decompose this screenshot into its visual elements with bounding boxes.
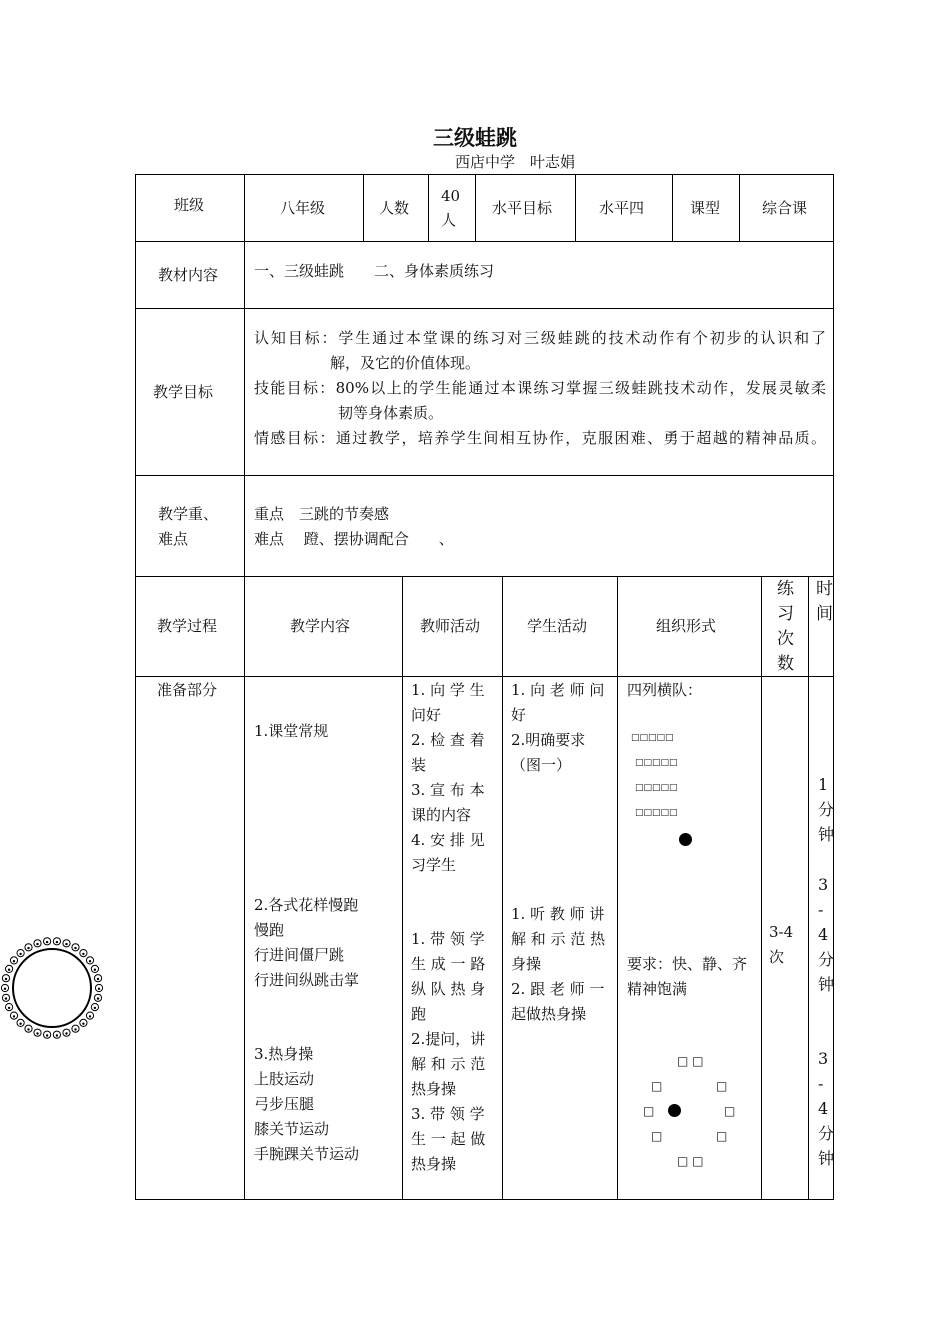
student-mark-dot-icon bbox=[97, 978, 99, 980]
list-item: 解 和 示 范 热 bbox=[511, 930, 606, 948]
header-student: 学生活动 bbox=[527, 617, 588, 635]
class-value: 八年级 bbox=[280, 199, 326, 217]
list-item: 解 和 示 范 bbox=[411, 1055, 486, 1073]
list-item: 装 bbox=[411, 756, 427, 774]
header-process: 教学过程 bbox=[157, 617, 218, 635]
list-item: 3. 带 领 学 bbox=[411, 1105, 485, 1123]
list-item: 1. 听 教 师 讲 bbox=[511, 905, 605, 923]
student-mark-dot-icon bbox=[27, 947, 29, 949]
student-mark-dot-icon bbox=[46, 1034, 48, 1036]
list-item: 分 bbox=[818, 950, 835, 969]
list-item: 习学生 bbox=[411, 856, 457, 874]
formation-row: □□□□□ bbox=[635, 758, 678, 768]
list-item: 3 bbox=[818, 1049, 829, 1068]
formation-row: □□□□□ bbox=[635, 808, 678, 818]
student-mark-dot-icon bbox=[98, 988, 100, 990]
list-item: 钟 bbox=[818, 825, 835, 844]
list-item: 2.明确要求 bbox=[511, 731, 586, 749]
key-label-line1: 教学重、 bbox=[158, 505, 219, 523]
student-mark-dot-icon bbox=[8, 1007, 10, 1009]
form-requirement-2: 精神饱满 bbox=[627, 980, 688, 998]
list-item: 2.提问，讲 bbox=[411, 1030, 486, 1048]
goal-cognitive-line2: 解，及它的价值体现。 bbox=[330, 354, 481, 372]
student-mark-dot-icon bbox=[82, 1023, 84, 1025]
student-mark-dot-icon bbox=[13, 1015, 15, 1017]
list-item: 上肢运动 bbox=[254, 1070, 315, 1088]
list-item: - bbox=[818, 900, 824, 919]
student-mark-dot-icon bbox=[4, 988, 6, 990]
list-item: 1. 向 学 生 bbox=[411, 681, 485, 699]
prep-count-2: 次 bbox=[769, 948, 785, 966]
list-item: 分 bbox=[818, 1124, 835, 1143]
student-mark-dot-icon bbox=[82, 953, 84, 955]
student-mark-dot-icon bbox=[97, 997, 99, 999]
class-label: 班级 bbox=[174, 196, 205, 214]
student-mark-dot-icon bbox=[13, 960, 15, 962]
header-count-2: 习 bbox=[777, 604, 794, 624]
list-item: 纵 队 热 身 bbox=[411, 980, 486, 998]
student-mark-dot-icon bbox=[46, 941, 48, 943]
list-item: 弓步压腿 bbox=[254, 1095, 315, 1113]
formation-mark: □ bbox=[651, 1079, 663, 1093]
formation-mark: □ bbox=[716, 1129, 728, 1143]
student-mark-dot-icon bbox=[65, 943, 67, 945]
level-value: 水平四 bbox=[599, 199, 645, 217]
form-requirement-1: 要求：快、静、齐 bbox=[627, 955, 748, 973]
list-item: 钟 bbox=[818, 975, 835, 994]
list-item: 1 bbox=[818, 775, 829, 794]
list-item: 1. 带 领 学 bbox=[411, 930, 485, 948]
people-label: 人数 bbox=[379, 199, 410, 217]
student-mark-dot-icon bbox=[74, 1028, 76, 1030]
list-item: 3.热身操 bbox=[254, 1045, 314, 1063]
formation-mark: □ □ bbox=[677, 1154, 704, 1168]
teacher-position-icon bbox=[679, 833, 692, 846]
list-item: 热身操 bbox=[411, 1155, 457, 1173]
list-item: 热身操 bbox=[411, 1080, 457, 1098]
teacher-position-icon bbox=[668, 1104, 681, 1117]
header-time-1: 时 bbox=[816, 579, 833, 599]
author-line: 西店中学 叶志娟 bbox=[455, 153, 576, 171]
list-item: 跑 bbox=[411, 1005, 427, 1023]
header-content: 教学内容 bbox=[290, 617, 351, 635]
list-item: 钟 bbox=[818, 1149, 835, 1168]
formation-row: □□□□□ bbox=[635, 783, 678, 793]
list-item: 分 bbox=[818, 800, 835, 819]
formation-mark: □ bbox=[643, 1104, 655, 1118]
document-title: 三级蛙跳 bbox=[433, 126, 517, 150]
header-count-3: 次 bbox=[777, 629, 794, 649]
student-mark-dot-icon bbox=[56, 1034, 58, 1036]
header-time-2: 间 bbox=[816, 604, 833, 624]
list-item: 生 成 一 路 bbox=[411, 955, 486, 973]
list-item: 课的内容 bbox=[411, 806, 472, 824]
list-item: 行进间僵尸跳 bbox=[254, 946, 345, 964]
form-title: 四列横队： bbox=[627, 681, 703, 699]
people-value: 40人 bbox=[441, 187, 461, 229]
student-circle-formation-icon bbox=[0, 936, 105, 1041]
formation-mark: □ bbox=[724, 1104, 736, 1118]
formation-mark: □ □ bbox=[677, 1054, 704, 1068]
header-count-1: 练 bbox=[777, 579, 794, 599]
list-item: 2. 跟 老 师 一 bbox=[511, 980, 605, 998]
goal-cognitive-line1: 认知目标：学生通过本堂课的练习对三级蛙跳的技术动作有个初步的认识和了 bbox=[254, 329, 826, 347]
goal-emotion: 情感目标：通过教学，培养学生间相互协作，克服困难、勇于超越的精神品质。 bbox=[254, 429, 826, 447]
list-item: 问好 bbox=[411, 706, 442, 724]
list-item: 手腕踝关节运动 bbox=[254, 1145, 360, 1163]
list-item: （图一） bbox=[511, 756, 572, 774]
student-mark-dot-icon bbox=[5, 978, 7, 980]
formation-row: □□□□□ bbox=[631, 733, 674, 743]
student-mark-dot-icon bbox=[8, 969, 10, 971]
list-item: 4 bbox=[818, 925, 829, 944]
list-item: 慢跑 bbox=[254, 921, 285, 939]
level-label: 水平目标 bbox=[492, 199, 553, 217]
prep-content-1: 1.课堂常规 bbox=[254, 722, 329, 740]
content-value: 一、三级蛙跳 二、身体素质练习 bbox=[254, 262, 495, 280]
student-mark-dot-icon bbox=[36, 943, 38, 945]
student-mark-dot-icon bbox=[19, 1023, 21, 1025]
list-item: 膝关节运动 bbox=[254, 1120, 330, 1138]
list-item: 行进间纵跳击掌 bbox=[254, 971, 360, 989]
student-mark-dot-icon bbox=[94, 969, 96, 971]
list-item: 起做热身操 bbox=[511, 1005, 587, 1023]
type-value: 综合课 bbox=[762, 199, 808, 217]
list-item: 1. 向 老 师 问 bbox=[511, 681, 605, 699]
goals-label: 教学目标 bbox=[153, 383, 214, 401]
list-item: 4. 安 排 见 bbox=[411, 831, 485, 849]
header-teacher: 教师活动 bbox=[420, 617, 481, 635]
formation-mark: □ bbox=[651, 1129, 663, 1143]
student-mark-dot-icon bbox=[56, 941, 58, 943]
key-point: 重点 三跳的节奏感 bbox=[254, 505, 390, 523]
student-mark-dot-icon bbox=[74, 947, 76, 949]
prep-label: 准备部分 bbox=[157, 681, 218, 699]
list-item: 生 一 起 做 bbox=[411, 1130, 486, 1148]
list-item: - bbox=[818, 1074, 824, 1093]
student-mark-dot-icon bbox=[65, 1032, 67, 1034]
key-label-line2: 难点 bbox=[158, 530, 189, 548]
student-mark-dot-icon bbox=[94, 1007, 96, 1009]
header-form: 组织形式 bbox=[656, 617, 717, 635]
student-mark-dot-icon bbox=[19, 953, 21, 955]
prep-count-1: 3-4 bbox=[769, 923, 794, 941]
student-mark-dot-icon bbox=[89, 1015, 91, 1017]
list-item: 3. 宣 布 本 bbox=[411, 781, 485, 799]
student-mark-dot-icon bbox=[5, 997, 7, 999]
student-mark-dot-icon bbox=[89, 960, 91, 962]
student-mark-dot-icon bbox=[27, 1028, 29, 1030]
goal-skill-line1: 技能目标：80%以上的学生能通过本课练习掌握三级蛙跳技术动作，发展灵敏柔 bbox=[254, 379, 826, 397]
list-item: 2.各式花样慢跑 bbox=[254, 896, 359, 914]
list-item: 3 bbox=[818, 875, 829, 894]
header-count-4: 数 bbox=[777, 654, 794, 674]
formation-mark: □ bbox=[716, 1079, 728, 1093]
goal-skill-line2: 韧等身体素质。 bbox=[338, 404, 444, 422]
list-item: 好 bbox=[511, 706, 527, 724]
key-difficulty: 难点 蹬、摆协调配合 、 bbox=[254, 530, 454, 548]
list-item: 身操 bbox=[511, 955, 542, 973]
list-item: 2. 检 查 着 bbox=[411, 731, 485, 749]
list-item: 4 bbox=[818, 1099, 829, 1118]
type-label: 课型 bbox=[690, 199, 721, 217]
student-mark-dot-icon bbox=[36, 1032, 38, 1034]
content-label: 教材内容 bbox=[158, 266, 219, 284]
